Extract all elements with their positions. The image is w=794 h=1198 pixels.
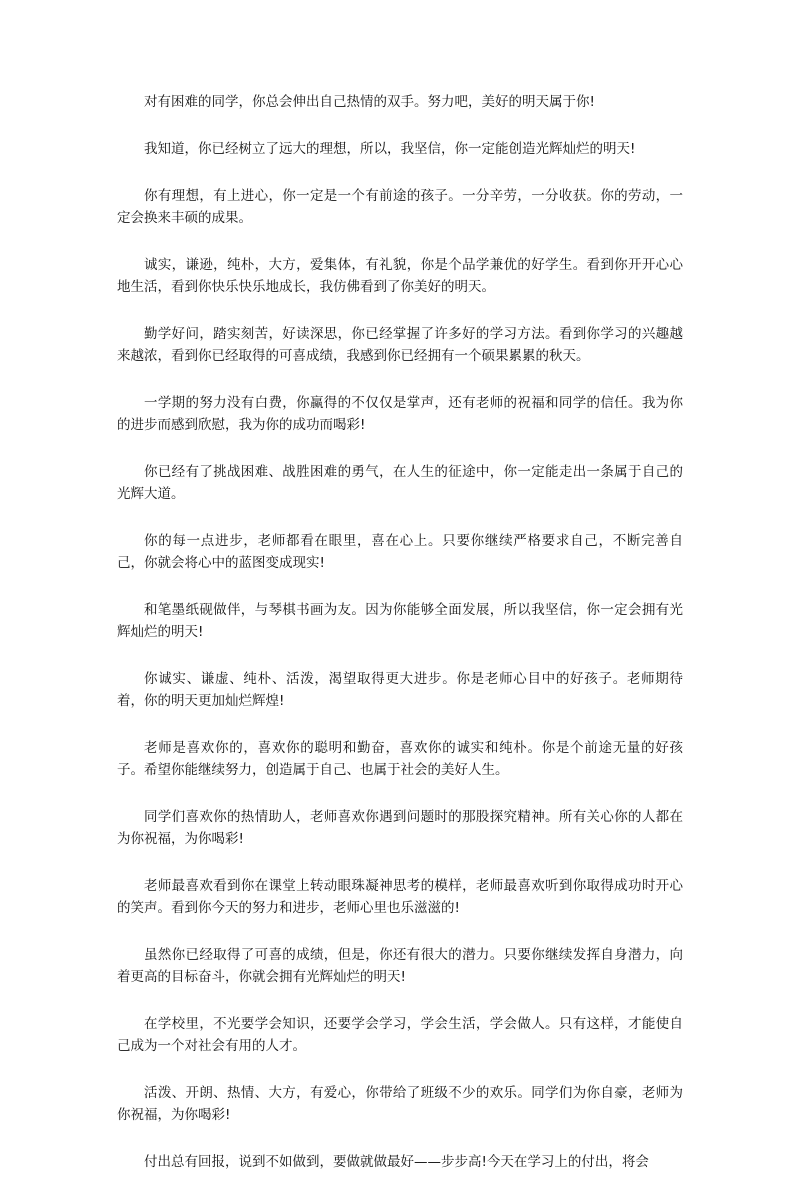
paragraph: 对有困难的同学，你总会伸出自己热情的双手。努力吧，美好的明天属于你! (144, 94, 595, 110)
paragraph: 你已经有了挑战困难、战胜困难的勇气，在人生的征途中，你一定能走出一条属于自己的光辉大道。 (117, 464, 683, 502)
paragraph: 老师最喜欢看到你在课堂上转动眼珠凝神思考的模样，老师最喜欢听到你取得成功时开心的笑声。看到你今天的努力和进步，老师心里也乐滋滋的! (117, 878, 683, 916)
paragraph: 勤学好问，踏实刻苦，好读深思，你已经掌握了许多好的学习方法。看到你学习的兴趣越来越浓，看到你已经取得的可喜成绩，我感到你已经拥有一个硕果累累的秋天。 (117, 326, 683, 364)
paragraph: 活泼、开朗、热情、大方，有爱心，你带给了班级不少的欢乐。同学们为你自豪，老师为你祝福，为你喝彩! (117, 1085, 683, 1123)
paragraph: 你有理想，有上进心，你一定是一个有前途的孩子。一分辛劳，一分收获。你的劳动，一定会换来丰硕的成果。 (117, 188, 683, 226)
paragraph: 诚实，谦逊，纯朴，大方，爱集体，有礼貌，你是个品学兼优的好学生。看到你开开心心地生活，看到你快乐快乐地成长，我仿佛看到了你美好的明天。 (117, 257, 683, 295)
paragraph: 在学校里，不光要学会知识，还要学会学习，学会生活，学会做人。只有这样，才能使自己成为一个对社会有用的人才。 (117, 1016, 683, 1054)
paragraph: 一学期的努力没有白费，你赢得的不仅仅是掌声，还有老师的祝福和同学的信任。我为你的进步而感到欣慰，我为你的成功而喝彩! (117, 395, 683, 433)
paragraph: 你诚实、谦虚、纯朴、活泼，渴望取得更大进步。你是老师心目中的好孩子。老师期待着，你的明天更加灿烂辉煌! (117, 671, 683, 709)
paragraph: 虽然你已经取得了可喜的成绩，但是，你还有很大的潜力。只要你继续发挥自身潜力，向着更高的目标奋斗，你就会拥有光辉灿烂的明天! (117, 947, 683, 985)
paragraph: 同学们喜欢你的热情助人，老师喜欢你遇到问题时的那股探究精神。所有关心你的人都在为你祝福，为你喝彩! (117, 809, 683, 847)
paragraph: 你的每一点进步，老师都看在眼里，喜在心上。只要你继续严格要求自己，不断完善自己，你就会将心中的蓝图变成现实! (117, 533, 683, 571)
paragraph: 付出总有回报，说到不如做到，要做就做最好——步步高!今天在学习上的付出，将会 (144, 1154, 649, 1170)
document-body (117, 91, 683, 1198)
paragraph: 和笔墨纸砚做伴，与琴棋书画为友。因为你能够全面发展，所以我坚信，你一定会拥有光辉灿烂的明天! (117, 602, 683, 640)
paragraph: 老师是喜欢你的，喜欢你的聪明和勤奋，喜欢你的诚实和纯朴。你是个前途无量的好孩子。希望你能继续努力，创造属于自己、也属于社会的美好人生。 (117, 740, 683, 778)
paragraph: 我知道，你已经树立了远大的理想，所以，我坚信，你一定能创造光辉灿烂的明天! (144, 141, 636, 157)
